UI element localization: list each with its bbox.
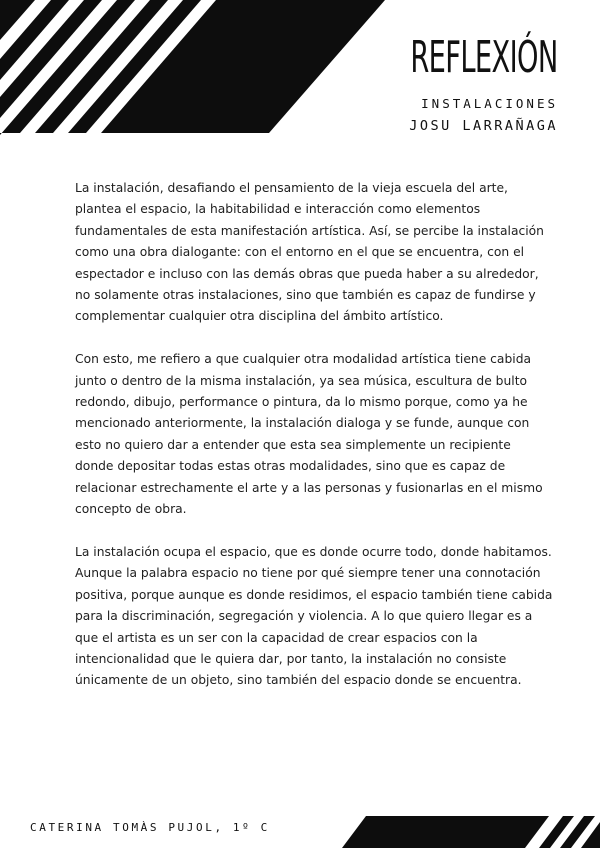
- footer-author: CATERINA TOMÀS PUJOL, 1º C: [30, 821, 270, 834]
- page-title: REFLEXIÓN: [410, 32, 558, 83]
- subtitle-topic: INSTALACIONES: [421, 96, 558, 111]
- paragraph-2: Con esto, me refiero a que cualquier otra modalidad artística tiene cabida junto o dentro de la misma instalación, ya sea música, escultura de bulto redondo, dibujo, performance o pintura, da lo mismo porque, como ya he mencionado anteriormente, la instalación dialoga y se funde, aunque con esto no quiero dar a entender que esta sea simplemente un recipiente donde depositar todas estas otras modalidades, sino que es capaz de relacionar estrechamente el arte y a las personas y fusionarlas en el mismo concepto de obra.: [75, 352, 543, 517]
- subtitle-artist: JOSU LARRAÑAGA: [409, 118, 558, 134]
- essay-body: [75, 178, 553, 713]
- paragraph-3: La instalación ocupa el espacio, que es donde ocurre todo, donde habitamos. Aunque la palabra espacio no tiene por qué siempre tener una connotación positiva, porque aunque es donde residimos, el espacio también tiene cabida para la discriminación, segregación y violencia. A lo que quiero llegar es a que el artista es un ser con la capacidad de crear espacios con la intencionalidad que le quiera dar, por tanto, la instalación no consiste únicamente de un objeto, sino también del espacio donde se encuentra.: [75, 544, 553, 688]
- paragraph-1: La instalación, desafiando el pensamiento de la vieja escuela del arte, plantea el espacio, la habitabilidad e interacción como elementos fundamentales de esta manifestación artística. Así, se percibe la instalación como una obra dialogante: con el entorno en el que se encuentra, con el espectador e incluso con las demás obras que pueda haber a su alrededor, no solamente otras instalaciones, sino que también es capaz de fundirse y complementar cualquier otra disciplina del ámbito artístico.: [75, 181, 544, 324]
